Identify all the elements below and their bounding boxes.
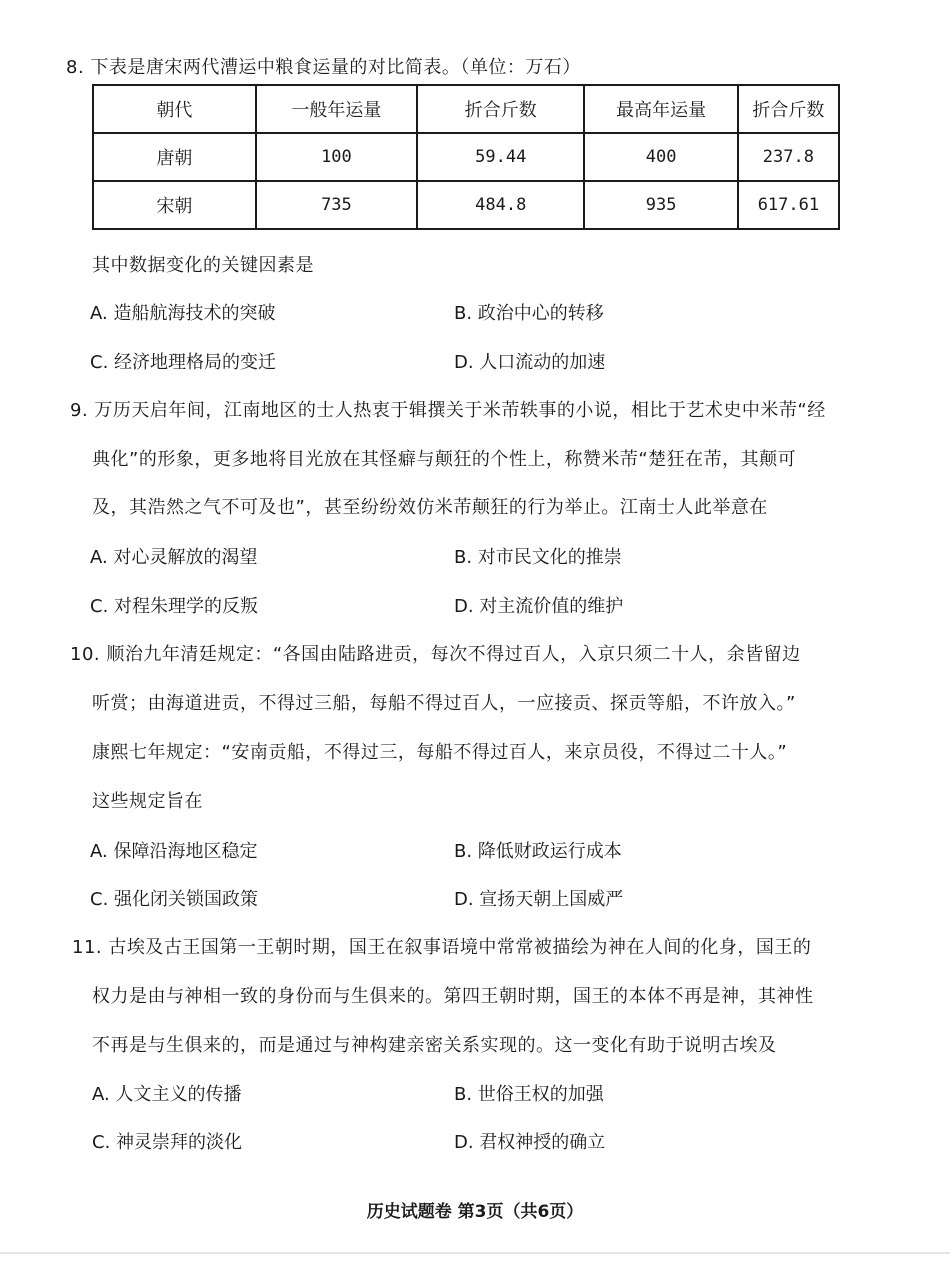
table-cell: 237.8 (738, 133, 839, 181)
table-header-cell: 朝代 (93, 85, 256, 133)
page-footer: 历史试题卷 第3页（共6页） (366, 1202, 584, 1222)
table-header-cell: 折合斤数 (738, 85, 839, 133)
table-cell: 59.44 (417, 133, 584, 181)
table-header-cell: 最高年运量 (584, 85, 737, 133)
q11-line: 权力是由与神相一致的身份而与生俱来的。第四王朝时期，国王的本体不再是神，其神性 (92, 986, 814, 1007)
q9-option-b: B. 对市民文化的推崇 (454, 547, 622, 568)
table-header-cell: 一般年运量 (256, 85, 417, 133)
q9-option-c: C. 对程朱理学的反叛 (90, 596, 259, 617)
table-cell: 100 (256, 133, 417, 181)
q10-line: 康熙七年规定：“安南贡船，不得过三，每船不得过百人，来京员役，不得过二十人。” (92, 742, 788, 763)
table-row (93, 181, 839, 229)
q9-line: 及，其浩然之气不可及也”，甚至纷纷效仿米芾颠狂的行为举止。江南士人此举意在 (92, 497, 768, 518)
q9-line: 典化”的形象，更多地将目光放在其怪癖与颠狂的个性上，称赞米芾“楚狂在芾，其颠可 (92, 449, 797, 470)
table-cell: 宋朝 (93, 181, 256, 229)
q8-question: 其中数据变化的关键因素是 (92, 255, 314, 276)
bottom-divider (0, 1252, 950, 1254)
table-header-cell: 折合斤数 (417, 85, 584, 133)
q9-option-d: D. 对主流价值的维护 (454, 596, 624, 617)
grain-transport-table (92, 84, 840, 230)
table-cell: 484.8 (417, 181, 584, 229)
q10-option-d: D. 宣扬天朝上国威严 (454, 889, 624, 910)
q10-option-b: B. 降低财政运行成本 (454, 841, 622, 862)
q8-option-d: D. 人口流动的加速 (454, 352, 606, 373)
q10-option-c: C. 强化闭关锁国政策 (90, 889, 259, 910)
table-cell: 617.61 (738, 181, 839, 229)
q11-line: 不再是与生俱来的，而是通过与神构建亲密关系实现的。这一变化有助于说明古埃及 (92, 1035, 777, 1056)
q11-option-c: C. 神灵崇拜的淡化 (92, 1132, 243, 1153)
q8-option-b: B. 政治中心的转移 (454, 303, 604, 324)
table-cell: 400 (584, 133, 737, 181)
q8-stem: 8. 下表是唐宋两代漕运中粮食运量的对比简表。（单位：万石） (66, 57, 581, 78)
q10-line: 这些规定旨在 (92, 791, 203, 812)
q8-option-a: A. 造船航海技术的突破 (90, 303, 276, 324)
table-cell: 935 (584, 181, 737, 229)
q10-option-a: A. 保障沿海地区稳定 (90, 841, 258, 862)
q8-option-c: C. 经济地理格局的变迁 (90, 352, 277, 373)
q11-option-b: B. 世俗王权的加强 (454, 1084, 604, 1105)
table-cell: 唐朝 (93, 133, 256, 181)
q9-line: 9. 万历天启年间，江南地区的士人热衷于辑撰关于米芾轶事的小说，相比于艺术史中米芾“经 (70, 400, 826, 421)
q10-line: 10. 顺治九年清廷规定：“各国由陆路进贡，每次不得过百人，入京只须二十人，余皆留边 (70, 644, 801, 665)
q9-option-a: A. 对心灵解放的渴望 (90, 547, 258, 568)
q11-option-a: A. 人文主义的传播 (92, 1084, 242, 1105)
table-row (93, 133, 839, 181)
q11-option-d: D. 君权神授的确立 (454, 1132, 606, 1153)
q10-line: 听赏；由海道进贡，不得过三船，每船不得过百人，一应接贡、探贡等船，不许放入。” (92, 693, 796, 714)
q11-line: 11. 古埃及古王国第一王朝时期，国王在叙事语境中常常被描绘为神在人间的化身，国王的 (72, 937, 812, 958)
table-header-row (93, 85, 839, 133)
table-cell: 735 (256, 181, 417, 229)
